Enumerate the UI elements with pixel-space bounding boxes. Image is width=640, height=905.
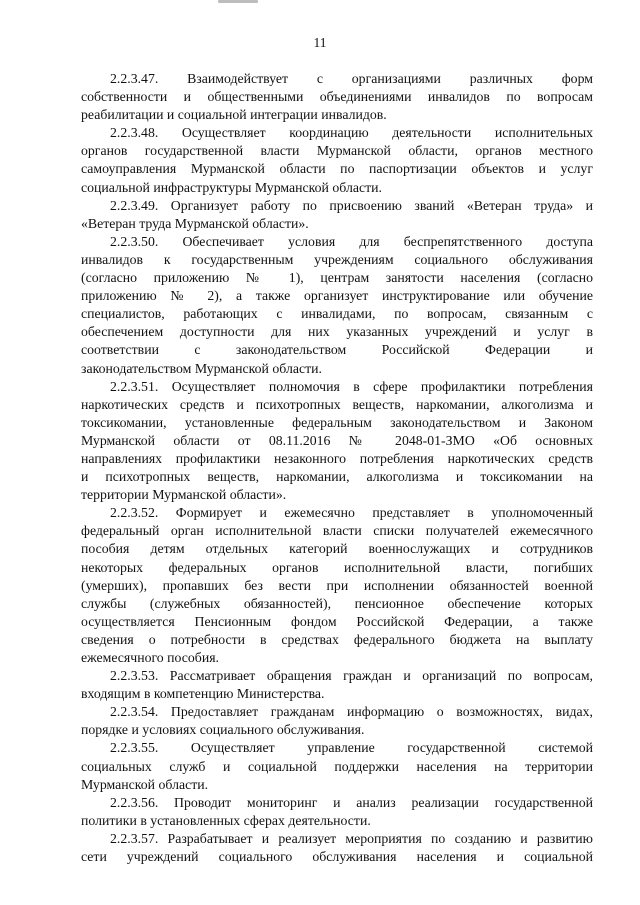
text-line: сети учреждений социального обслуживания населения и социальной — [81, 849, 593, 865]
text-line: приложению № 2), а также организует инструктирование или обучение — [81, 288, 593, 304]
text-line: политики в установленных сферах деятельности. — [81, 812, 371, 828]
text-line: 2.2.3.49. Организует работу по присвоению званий «Ветеран труда» и — [110, 197, 593, 213]
document-body — [81, 70, 593, 866]
text-line: осуществляется Пенсионным фондом Российской Федерации, а также — [81, 613, 593, 629]
text-line: социальных служб и социальной поддержки населения на территории — [81, 758, 593, 774]
text-line: 2.2.3.57. Разрабатывает и реализует мероприятия по созданию и развитию — [110, 830, 593, 846]
text-line: обеспечением доступности для них указанных учреждений и услуг в — [81, 324, 593, 340]
text-line: пособия детям отдельных категорий военнослужащих и сотрудников — [81, 541, 593, 557]
text-line: службы (служебных обязанностей), пенсионное обеспечение которых — [81, 595, 593, 611]
text-line: Мурманской области. — [81, 776, 209, 792]
text-line: органов государственной власти Мурманской области, органов местного — [81, 143, 593, 159]
scan-mark — [218, 0, 258, 3]
text-line: 2.2.3.50. Обеспечивает условия для беспрепятственного доступа — [110, 233, 593, 249]
text-line: 2.2.3.48. Осуществляет координацию деятельности исполнительных — [110, 125, 593, 141]
text-line: реабилитации и социальной интеграции инвалидов. — [81, 107, 387, 123]
page-number: 11 — [313, 35, 327, 50]
text-line: собственности и общественными объединениями инвалидов по вопросам — [81, 89, 593, 105]
text-line: некоторых федеральных органов исполнительной власти, погибших — [81, 559, 593, 575]
text-line: входящим в компетенцию Министерства. — [81, 686, 325, 702]
text-line: 2.2.3.47. Взаимодействует с организациями различных форм — [110, 71, 593, 86]
text-line: порядке и условиях социального обслуживания. — [81, 722, 365, 738]
paragraph — [81, 794, 593, 830]
text-line: наркотических средств и психотропных веществ, наркомании, алкоголизма и — [81, 396, 593, 412]
text-line: 2.2.3.55. Осуществляет управление государственной системой — [110, 740, 593, 756]
text-line: 2.2.3.52. Формирует и ежемесячно представляет в уполномоченный — [110, 505, 593, 521]
text-line: территории Мурманской области». — [81, 487, 287, 503]
paragraph — [81, 703, 593, 739]
text-line: направлениях профилактики незаконного потребления наркотических средств — [81, 450, 593, 466]
paragraph — [81, 739, 593, 793]
text-line: 2.2.3.51. Осуществляет полномочия в сфере профилактики потребления — [110, 378, 593, 394]
paragraph — [81, 830, 593, 866]
paragraph — [81, 124, 593, 196]
text-line: 2.2.3.56. Проводит мониторинг и анализ реализации государственной — [110, 794, 593, 810]
paragraph — [81, 667, 593, 703]
paragraph — [81, 70, 593, 124]
text-line: и психотропных веществ, наркомании, алкоголизма и токсикомании на — [81, 469, 593, 485]
text-line: (согласно приложению № 1), центрам занятости населения (согласно — [81, 270, 593, 286]
text-line: инвалидов к государственным учреждениям социального обслуживания — [81, 251, 593, 267]
text-line: законодательством Мурманской области. — [81, 360, 322, 376]
text-line: сведения о потребности в средствах федерального бюджета на выплату — [81, 631, 593, 647]
text-line: (умерших), пропавших без вести при исполнении обязанностей военной — [81, 577, 593, 593]
text-line: «Ветеран труда Мурманской области». — [81, 215, 309, 231]
paragraph — [81, 378, 593, 505]
text-line: 2.2.3.54. Предоставляет гражданам информацию о возможностях, видах, — [110, 704, 593, 720]
text-line: социальной инфраструктуры Мурманской области. — [81, 179, 382, 195]
paragraph — [81, 233, 593, 378]
paragraph — [81, 504, 593, 667]
text-line: федеральный орган исполнительной власти списки получателей ежемесячного — [81, 523, 593, 539]
text-line: ежемесячного пособия. — [81, 650, 219, 665]
text-line: токсикомании, установленные федеральным законодательством и Законом — [81, 414, 593, 430]
paragraph — [81, 197, 593, 233]
text-line: Мурманской области от 08.11.2016 № 2048-01-ЗМО «Об основных — [81, 432, 593, 448]
text-line: самоуправления Мурманской области по паспортизации объектов и услуг — [81, 161, 593, 177]
text-line: соответствии с законодательством Российской Федерации и — [81, 342, 593, 358]
text-line: специалистов, работающих с инвалидами, по вопросам, связанным с — [81, 306, 593, 322]
text-line: 2.2.3.53. Рассматривает обращения граждан и организаций по вопросам, — [110, 668, 593, 684]
